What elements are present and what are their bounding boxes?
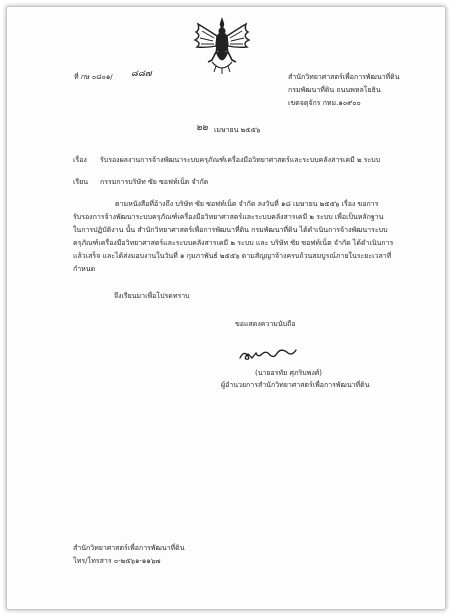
- recipient-text: กรรมการบริษัท ซัย ซอฟท์เน็ต จำกัด: [100, 178, 209, 186]
- signer-name: (นายอรทัย ศุภริบพงศ์): [255, 369, 322, 377]
- body-line: กำหนด: [73, 265, 96, 273]
- sender-address-line-2: กรมพัฒนาที่ดิน ถนนพหลโยธิน: [288, 86, 381, 94]
- date-month-year: เมษายน ๒๕๕๖: [214, 126, 261, 134]
- garuda-emblem-icon: [190, 16, 254, 76]
- closing-request: จึงเรียนมาเพื่อโปรดทราบ: [114, 292, 190, 300]
- footer-office: สำนักวิทยาศาสตร์เพื่อการพัฒนาที่ดิน: [73, 544, 185, 552]
- body-line: ในการปฏิบัติงาน นั้น สำนักวิทยาศาสตร์เพื่อการพัฒนาที่ดิน กรมพัฒนาที่ดิน ได้ดำเนินการจ้างพัฒนาระบบ: [73, 226, 388, 234]
- body-line: แล้วเสร็จ และได้ส่งมอบงานในวันที่ ๑ กุมภาพันธ์ ๒๕๕๖ ตามสัญญาจ้างครบถ้วนสมบูรณ์ภายในระยะเวลาที่: [73, 252, 392, 260]
- reference-number-handwritten: ๘๘๗: [131, 69, 152, 79]
- body-line: รับรองการจ้างพัฒนาระบบครุภัณฑ์เครื่องมือวิทยาศาสตร์และระบบคลังสารเคมี ๒ ระบบ เพื่อเป็นหลักฐาน: [73, 213, 384, 221]
- body-paragraph: [73, 198, 393, 276]
- subject-text: รับรองผลงานการจ้างพัฒนาระบบครุภัณฑ์เครื่องมือวิทยาศาสตร์และระบบคลังสารเคมี ๒ ระบบ: [100, 156, 381, 164]
- closing-salutation: ขอแสดงความนับถือ: [235, 320, 296, 328]
- reference-number-label: ที่ กษ ๐๘๐๑/: [74, 73, 113, 81]
- footer-phone: โทร/โทรสาร ๐-๒๕๖๑-๑๑๖๗: [73, 557, 161, 565]
- sender-address-line-3: เขตจตุจักร กทม.๑๐๙๐๐: [288, 99, 361, 107]
- sender-address-line-1: สำนักวิทยาศาสตร์เพื่อการพัฒนาที่ดิน: [288, 73, 400, 81]
- date-day-handwritten: ๒๒: [196, 123, 208, 133]
- signer-position: ผู้อำนวยการสำนักวิทยาศาสตร์เพื่อการพัฒนาที่ดิน: [221, 381, 370, 389]
- signature-icon: [236, 344, 300, 366]
- subject-label: เรื่อง: [73, 156, 87, 164]
- recipient-label: เรียน: [73, 178, 89, 186]
- body-line: ตามหนังสือที่อ้างถึง บริษัท ซัย ซอฟท์เน็ต จำกัด ลงวันที่ ๑๘ เมษายน ๒๕๕๖ เรื่อง ขอการ: [115, 200, 379, 208]
- body-line: ครุภัณฑ์เครื่องมือวิทยาศาสตร์และระบบคลังสารเคมี ๒ ระบบ และ บริษัท ซัย ซอฟท์เน็ต จำกัด ได้ดำเนินการ: [73, 239, 394, 247]
